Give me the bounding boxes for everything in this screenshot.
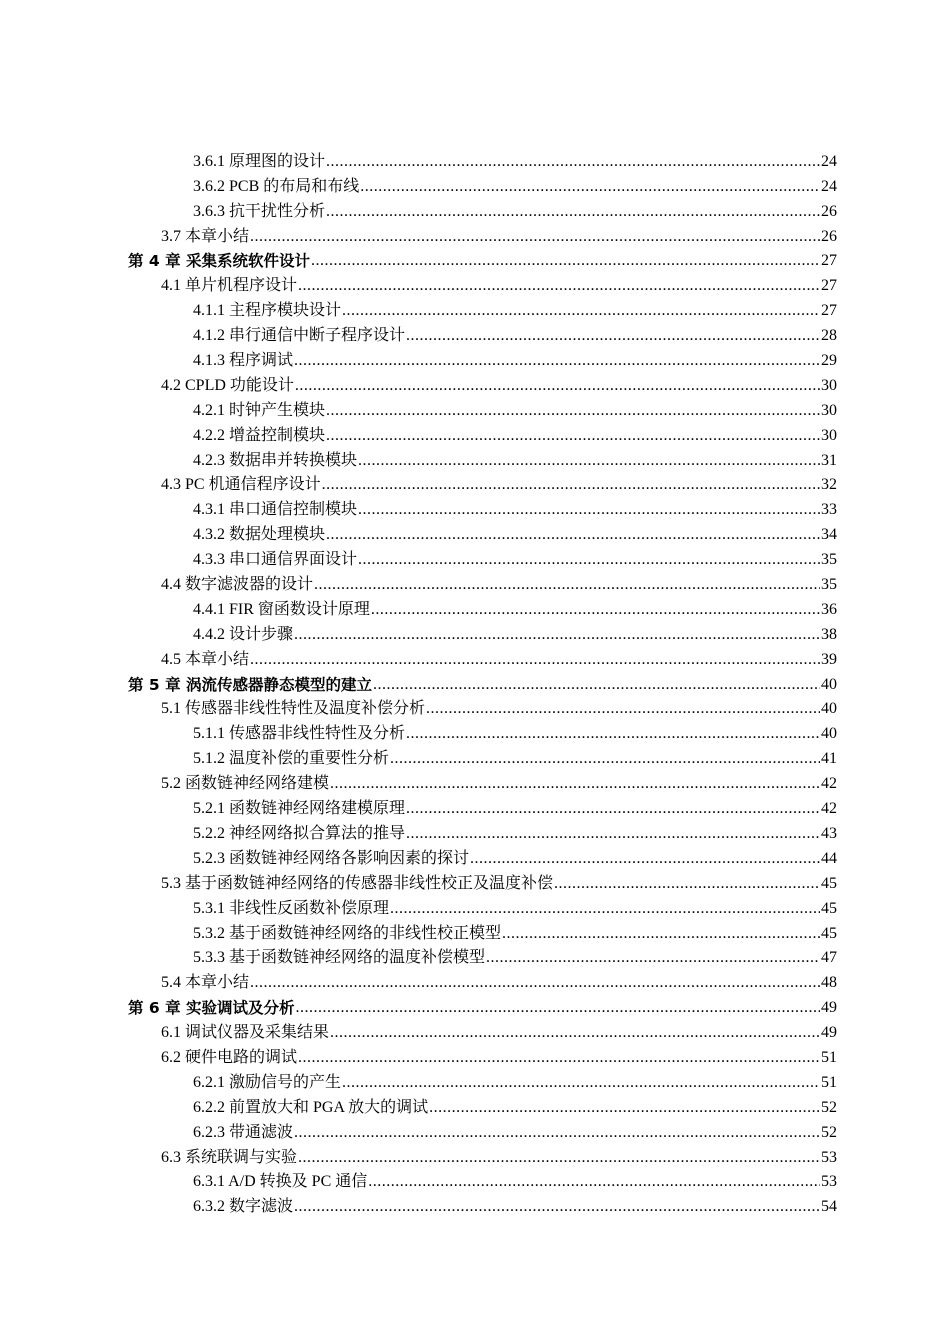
toc-entry-title: 4.5 本章小结	[161, 650, 250, 668]
toc-entry[interactable]	[0, 172, 950, 197]
toc-dot-leader	[502, 924, 820, 944]
toc-entry[interactable]	[0, 1168, 950, 1193]
toc-entry-line	[193, 500, 837, 520]
toc-dot-leader	[390, 749, 820, 769]
toc-page-number: 27	[821, 277, 837, 295]
toc-entry-line	[193, 451, 837, 471]
toc-entry[interactable]	[0, 1143, 950, 1168]
toc-entry[interactable]	[0, 719, 950, 744]
toc-entry-line	[161, 1148, 837, 1168]
toc-entry[interactable]	[0, 321, 950, 346]
toc-dot-leader	[294, 1123, 820, 1143]
toc-entry-line	[193, 1073, 837, 1093]
toc-entry[interactable]	[0, 769, 950, 794]
toc-entry-line	[193, 625, 837, 645]
toc-entry-title: 4.2.3 数据串并转换模块	[193, 451, 358, 469]
toc-entry-line	[193, 600, 837, 620]
toc-dot-leader	[554, 874, 820, 894]
toc-entry-line	[193, 401, 837, 421]
toc-entry-line	[193, 824, 837, 844]
toc-entry-line	[193, 799, 837, 819]
toc-dot-leader	[326, 202, 820, 222]
toc-entry[interactable]	[0, 620, 950, 645]
toc-dot-leader	[330, 774, 820, 794]
toc-entry-line	[193, 326, 837, 346]
toc-entry[interactable]	[0, 894, 950, 919]
toc-page-number: 39	[821, 650, 837, 668]
toc-entry[interactable]	[0, 1068, 950, 1093]
toc-page-number: 51	[821, 1073, 837, 1091]
toc-dot-leader	[295, 998, 820, 1018]
toc-entry[interactable]	[0, 1043, 950, 1068]
toc-entry[interactable]	[0, 968, 950, 993]
toc-dot-leader	[486, 948, 820, 968]
toc-dot-leader	[360, 177, 820, 197]
toc-entry-line	[161, 699, 837, 719]
toc-page-number: 53	[821, 1148, 837, 1166]
toc-entry-line	[161, 376, 837, 396]
toc-dot-leader	[330, 1023, 820, 1043]
toc-entry-title: 6.3.2 数字滤波	[193, 1198, 294, 1216]
toc-entry[interactable]	[0, 545, 950, 570]
toc-page-number: 42	[821, 800, 837, 818]
toc-entry-title: 5.3.1 非线性反函数补偿原理	[193, 899, 390, 917]
toc-dot-leader	[470, 849, 820, 869]
toc-entry[interactable]	[0, 421, 950, 446]
toc-entry-title: 4.3.1 串口通信控制模块	[193, 501, 358, 519]
toc-entry-line	[161, 276, 837, 296]
toc-dot-leader	[390, 899, 820, 919]
toc-page-number: 42	[821, 775, 837, 793]
toc-dot-leader	[314, 575, 820, 595]
toc-dot-leader	[322, 475, 820, 495]
toc-entry-title: 4.2.1 时钟产生模块	[193, 401, 326, 419]
toc-page-number: 29	[821, 352, 837, 370]
toc-page-number: 52	[821, 1098, 837, 1116]
toc-dot-leader	[406, 326, 820, 346]
toc-dot-leader	[326, 426, 820, 446]
toc-entry[interactable]	[0, 869, 950, 894]
toc-entry-title: 第 4 章 采集系统软件设计	[128, 252, 310, 271]
toc-entry-line	[161, 650, 837, 670]
toc-dot-leader	[295, 376, 820, 396]
toc-page-number: 31	[821, 451, 837, 469]
toc-entry[interactable]	[0, 197, 950, 222]
toc-entry[interactable]	[0, 296, 950, 321]
toc-entry-title: 6.2.3 带通滤波	[193, 1123, 294, 1141]
toc-dot-leader	[298, 1148, 820, 1168]
toc-page-number: 26	[821, 202, 837, 220]
toc-page-number: 53	[821, 1173, 837, 1191]
toc-entry-line	[161, 1048, 837, 1068]
toc-entry-title: 4.2.2 增益控制模块	[193, 426, 326, 444]
toc-entry-line	[193, 899, 837, 919]
toc-entry-line	[128, 998, 837, 1018]
toc-dot-leader	[406, 799, 820, 819]
toc-entry-title: 6.2 硬件电路的调试	[161, 1048, 298, 1066]
toc-page-number: 49	[821, 999, 837, 1017]
toc-entry-title: 5.2.1 函数链神经网络建模原理	[193, 800, 406, 818]
toc-page-number: 40	[821, 725, 837, 743]
toc-entry-title: 4.3 PC 机通信程序设计	[161, 476, 321, 494]
toc-entry[interactable]	[0, 147, 950, 172]
toc-entry-line	[193, 426, 837, 446]
toc-page-number: 27	[821, 302, 837, 320]
toc-entry[interactable]	[0, 919, 950, 944]
toc-page-number: 35	[821, 551, 837, 569]
toc-dot-leader	[426, 699, 820, 719]
toc-entry-line	[193, 1123, 837, 1143]
toc-entry-line	[128, 251, 837, 271]
toc-page-number: 24	[821, 177, 837, 195]
toc-page-number: 45	[821, 899, 837, 917]
toc-entry-title: 5.3.3 基于函数链神经网络的温度补偿模型	[193, 949, 486, 967]
toc-page-number: 28	[821, 327, 837, 345]
toc-page-number: 45	[821, 924, 837, 942]
toc-dot-leader	[371, 600, 820, 620]
toc-page-number: 27	[821, 252, 837, 270]
toc-entry[interactable]	[0, 944, 950, 969]
toc-entry-title: 5.2.3 函数链神经网络各影响因素的探讨	[193, 849, 470, 867]
toc-entry-line	[193, 351, 837, 371]
toc-page-number: 44	[821, 849, 837, 867]
toc-page-number: 45	[821, 874, 837, 892]
toc-dot-leader	[250, 227, 820, 247]
toc-entry-line	[193, 152, 837, 172]
toc-dot-leader	[250, 973, 820, 993]
toc-dot-leader	[429, 1098, 820, 1118]
toc-dot-leader	[294, 351, 820, 371]
toc-entry-title: 6.2.1 激励信号的产生	[193, 1073, 342, 1091]
toc-entry-line	[193, 177, 837, 197]
toc-entry-title: 5.2 函数链神经网络建模	[161, 775, 330, 793]
toc-entry-line	[193, 525, 837, 545]
toc-entry-title: 3.6.3 抗干扰性分析	[193, 202, 326, 220]
toc-dot-leader	[342, 301, 820, 321]
toc-page-number: 32	[821, 476, 837, 494]
toc-entry-title: 6.2.2 前置放大和 PGA 放大的调试	[193, 1098, 429, 1116]
toc-dot-leader	[326, 525, 820, 545]
toc-page-number: 49	[821, 1024, 837, 1042]
toc-entry-line	[161, 874, 837, 894]
toc-page-number: 51	[821, 1048, 837, 1066]
toc-entry-title: 4.3.3 串口通信界面设计	[193, 551, 358, 569]
toc-entry[interactable]	[0, 794, 950, 819]
toc-entry-title: 4.1.1 主程序模块设计	[193, 302, 342, 320]
toc-page-number: 35	[821, 576, 837, 594]
toc-entry-title: 4.1.3 程序调试	[193, 352, 294, 370]
toc-page-number: 52	[821, 1123, 837, 1141]
toc-entry[interactable]	[0, 446, 950, 471]
toc-entry-line	[193, 1172, 837, 1192]
toc-entry-line	[193, 202, 837, 222]
toc-dot-leader	[368, 1172, 820, 1192]
toc-dot-leader	[298, 276, 820, 296]
toc-dot-leader	[342, 1073, 820, 1093]
toc-dot-leader	[326, 152, 820, 172]
toc-entry-title: 4.3.2 数据处理模块	[193, 526, 326, 544]
toc-entry[interactable]	[0, 1093, 950, 1118]
toc-entry[interactable]	[0, 819, 950, 844]
toc-entry-title: 6.3 系统联调与实验	[161, 1148, 298, 1166]
toc-entry-line	[193, 1098, 837, 1118]
toc-entry-title: 第 6 章 实验调试及分析	[128, 999, 295, 1018]
toc-entry[interactable]	[0, 346, 950, 371]
toc-dot-leader	[358, 451, 820, 471]
toc-entry-title: 5.1.2 温度补偿的重要性分析	[193, 750, 390, 768]
toc-entry-title: 6.3.1 A/D 转换及 PC 通信	[193, 1173, 368, 1191]
toc-page-number: 26	[821, 227, 837, 245]
toc-entry-title: 5.3 基于函数链神经网络的传感器非线性校正及温度补偿	[161, 874, 554, 892]
toc-dot-leader	[406, 824, 820, 844]
toc-dot-leader	[250, 650, 820, 670]
toc-page-number: 40	[821, 700, 837, 718]
toc-entry-title: 4.1 单片机程序设计	[161, 277, 298, 295]
toc-entry[interactable]	[0, 670, 950, 695]
toc-entry-line	[193, 1197, 837, 1217]
toc-entry[interactable]	[0, 993, 950, 1018]
toc-entry[interactable]	[0, 1018, 950, 1043]
toc-entry-title: 3.6.2 PCB 的布局和布线	[193, 177, 360, 195]
toc-page-number: 30	[821, 376, 837, 394]
toc-entry-title: 4.4.1 FIR 窗函数设计原理	[193, 600, 370, 618]
toc-entry-line	[193, 948, 837, 968]
toc-page-number: 41	[821, 750, 837, 768]
toc-page-number: 30	[821, 401, 837, 419]
toc-entry-title: 6.1 调试仪器及采集结果	[161, 1024, 330, 1042]
toc-page-number: 54	[821, 1198, 837, 1216]
toc-dot-leader	[294, 1197, 820, 1217]
toc-entry-title: 5.3.2 基于函数链神经网络的非线性校正模型	[193, 924, 502, 942]
toc-entry[interactable]	[0, 471, 950, 496]
toc-entry[interactable]	[0, 1192, 950, 1217]
toc-entry-title: 5.2.2 神经网络拟合算法的推导	[193, 824, 406, 842]
toc-entry-line	[161, 475, 837, 495]
toc-page-number: 24	[821, 152, 837, 170]
toc-entry-title: 4.4 数字滤波器的设计	[161, 576, 314, 594]
toc-page-number: 48	[821, 974, 837, 992]
toc-page-number: 33	[821, 501, 837, 519]
toc-dot-leader	[326, 401, 820, 421]
toc-page-number: 30	[821, 426, 837, 444]
toc-entry-title: 5.4 本章小结	[161, 974, 250, 992]
toc-page-number: 36	[821, 600, 837, 618]
toc-dot-leader	[311, 251, 820, 271]
toc-entry[interactable]	[0, 844, 950, 869]
toc-entry-title: 4.1.2 串行通信中断子程序设计	[193, 327, 406, 345]
toc-entry-line	[193, 924, 837, 944]
toc-dot-leader	[298, 1048, 820, 1068]
toc-entry-line	[193, 550, 837, 570]
toc-page-number: 40	[821, 675, 837, 693]
toc-entry-title: 3.7 本章小结	[161, 227, 250, 245]
toc-entry-line	[193, 749, 837, 769]
toc-entry-line	[193, 301, 837, 321]
toc-entry-title: 3.6.1 原理图的设计	[193, 152, 326, 170]
toc-entry[interactable]	[0, 222, 950, 247]
toc-entry[interactable]	[0, 271, 950, 296]
toc-entry[interactable]	[0, 371, 950, 396]
toc-entry-title: 4.2 CPLD 功能设计	[161, 376, 294, 394]
toc-entry-line	[161, 575, 837, 595]
toc-entry-title: 第 5 章 涡流传感器静态模型的建立	[128, 675, 372, 694]
toc-entry[interactable]	[0, 645, 950, 670]
toc-entry[interactable]	[0, 744, 950, 769]
toc-entry-line	[161, 1023, 837, 1043]
toc-entry[interactable]	[0, 1118, 950, 1143]
toc-page-number: 34	[821, 526, 837, 544]
toc-entry[interactable]	[0, 595, 950, 620]
toc-entry-title: 4.4.2 设计步骤	[193, 625, 294, 643]
toc-dot-leader	[358, 500, 820, 520]
toc-page-number: 47	[821, 949, 837, 967]
toc-entry[interactable]	[0, 247, 950, 272]
toc-entry-line	[161, 973, 837, 993]
toc-entry[interactable]	[0, 570, 950, 595]
toc-entry-line	[193, 724, 837, 744]
toc-dot-leader	[294, 625, 820, 645]
toc-entry-line	[193, 849, 837, 869]
toc-entry-line	[161, 774, 837, 794]
toc-dot-leader	[406, 724, 820, 744]
toc-entry[interactable]	[0, 520, 950, 545]
toc-dot-leader	[373, 675, 820, 695]
toc-entry[interactable]	[0, 495, 950, 520]
toc-entry[interactable]	[0, 695, 950, 720]
toc-entry-line	[128, 675, 837, 695]
toc-entry-title: 5.1 传感器非线性特性及温度补偿分析	[161, 700, 426, 718]
toc-entry-line	[161, 227, 837, 247]
toc-page-number: 38	[821, 625, 837, 643]
toc-entry-title: 5.1.1 传感器非线性特性及分析	[193, 725, 406, 743]
table-of-contents	[0, 147, 950, 1217]
toc-dot-leader	[358, 550, 820, 570]
toc-page-number: 43	[821, 824, 837, 842]
toc-entry[interactable]	[0, 396, 950, 421]
